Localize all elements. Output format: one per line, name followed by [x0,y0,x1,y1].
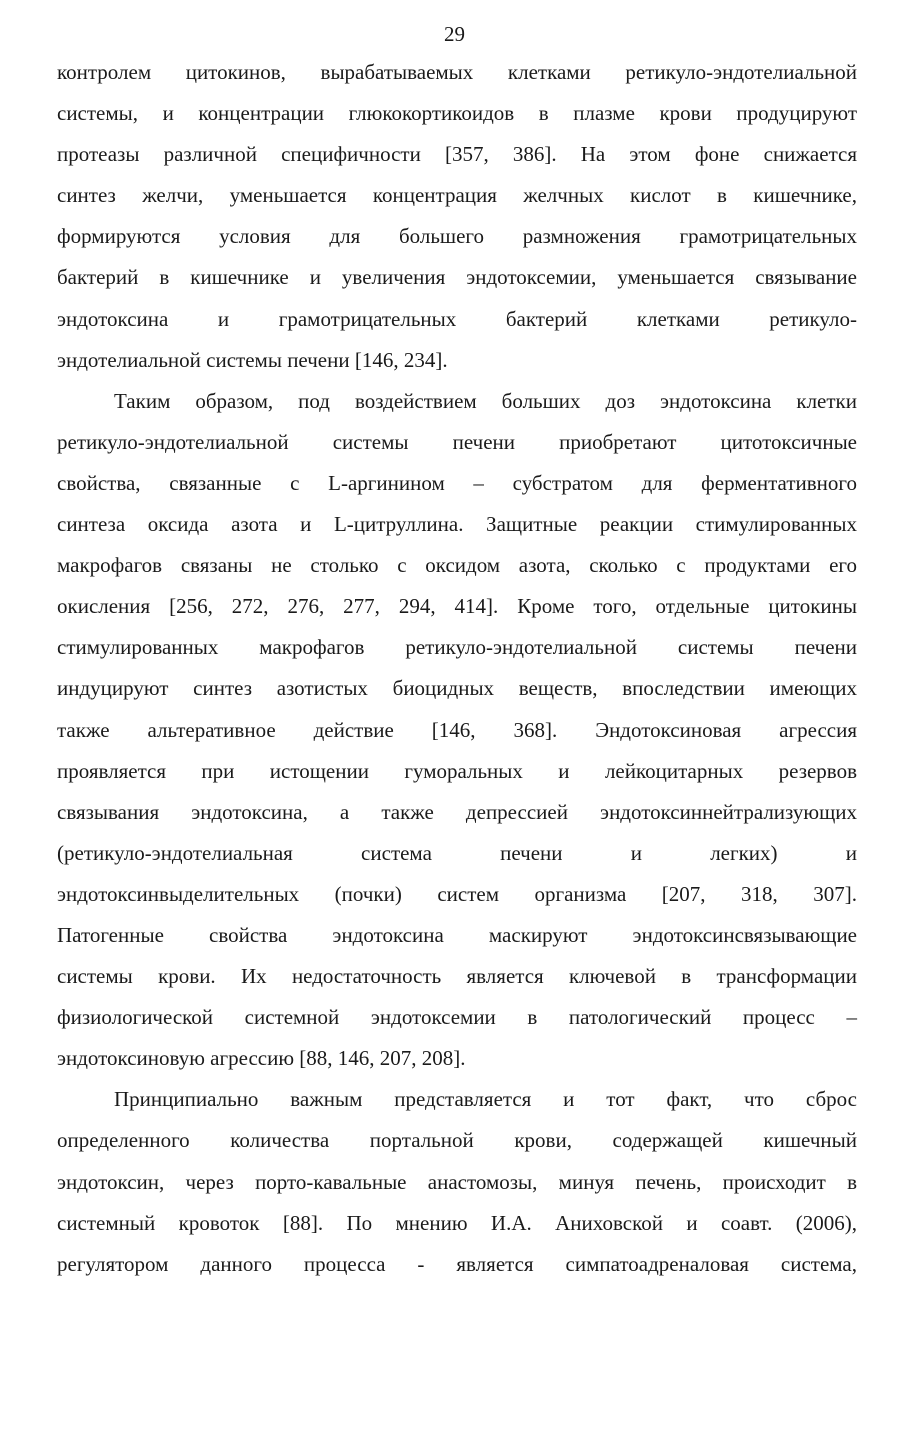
text-line: стимулированных макрофагов ретикуло-эндотелиальной системы печени [57,635,857,660]
text-line: эндотоксинвыделительных (почки) систем организма [207, 318, 307]. [57,881,857,906]
text-line: индуцируют синтез азотистых биоцидных веществ, впоследствии имеющих [57,676,857,701]
text-line: проявляется при истощении гуморальных и лейкоцитарных резервов [57,758,857,783]
text-line: регулятором данного процесса - является симпатоадреналовая система, [57,1251,857,1276]
page-number: 29 [444,22,465,46]
paragraph-1 [57,52,857,381]
body-text [57,52,857,1285]
text-line: системы, и концентрации глюкокортикоидов в плазме крови продуцируют [57,101,857,126]
text-line: системный кровоток [88]. По мнению И.А. Аниховской и соавт. (2006), [57,1210,857,1235]
text-line: также альтеративное действие [146, 368]. Эндотоксиновая агрессия [57,717,857,742]
text-line: связывания эндотоксина, а также депрессией эндотоксиннейтрализующих [57,799,857,824]
paragraph-2 [57,381,857,1080]
text-line: протеазы различной специфичности [357, 386]. На этом фоне снижается [57,142,857,167]
text-line: макрофагов связаны не столько с оксидом азота, сколько с продуктами его [57,553,857,578]
text-line: контролем цитокинов, вырабатываемых клетками ретикуло-эндотелиальной [57,60,857,84]
text-line: формируются условия для большего размножения грамотрицательных [57,224,857,249]
text-line: эндотоксиновую агрессию [88, 146, 207, 208]. [57,1046,466,1071]
text-line: ретикуло-эндотелиальной системы печени приобретают цитотоксичные [57,429,857,454]
text-line: эндотелиальной системы печени [146, 234]. [57,347,448,372]
text-line: эндотоксина и грамотрицательных бактерий клетками ретикуло- [57,306,857,331]
text-line: физиологической системной эндотоксемии в патологический процесс – [57,1005,857,1030]
text-line: Принципиально важным представляется и тот факт, что сброс [114,1087,857,1112]
text-line: синтеза оксида азота и L-цитруллина. Защитные реакции стимулированных [57,512,857,537]
text-line: Патогенные свойства эндотоксина маскируют эндотоксинсвязывающие [57,922,857,947]
text-line: бактерий в кишечнике и увеличения эндотоксемии, уменьшается связывание [57,265,857,290]
text-line: системы крови. Их недостаточность является ключевой в трансформации [57,964,857,989]
text-line: эндотоксин, через порто-кавальные анастомозы, минуя печень, происходит в [57,1169,857,1194]
paragraph-3 [57,1079,857,1284]
text-line: свойства, связанные с L-аргинином – субстратом для ферментативного [57,470,857,495]
text-line: определенного количества портальной крови, содержащей кишечный [57,1128,857,1153]
text-line: окисления [256, 272, 276, 277, 294, 414]. Кроме того, отдельные цитокины [57,594,857,619]
text-line: синтез желчи, уменьшается концентрация желчных кислот в кишечнике, [57,183,857,208]
text-line: (ретикуло-эндотелиальная система печени и легких) и [57,840,857,865]
text-line: Таким образом, под воздействием больших доз эндотоксина клетки [114,388,857,413]
